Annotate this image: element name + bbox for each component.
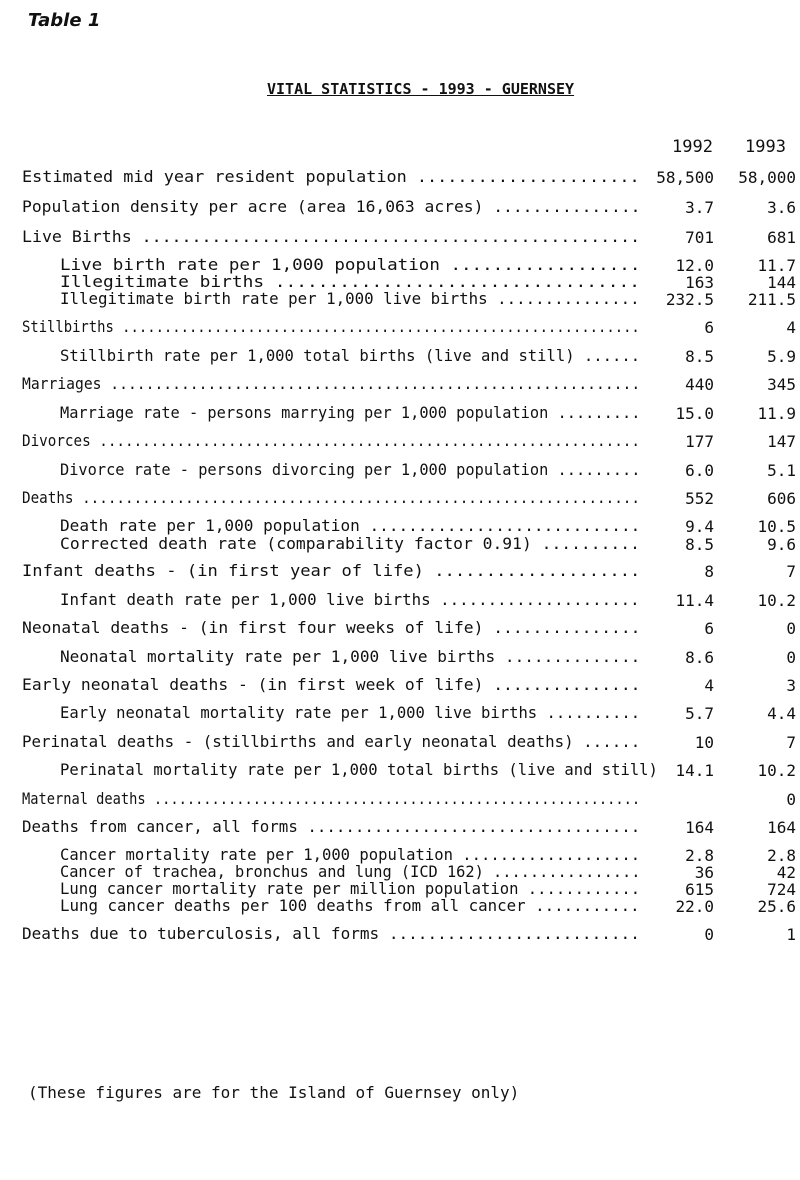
value-1993: 0: [786, 648, 796, 667]
value-1993: 144: [767, 273, 796, 292]
value-1993: 0: [786, 790, 796, 809]
row-label: Maternal deaths ...........................................................: [22, 790, 641, 808]
value-1993: 10.5: [757, 517, 796, 536]
value-1993: 10.2: [757, 761, 796, 780]
footnote: (These figures are for the Island of Guernsey only): [28, 1083, 520, 1102]
row-label: Marriage rate - persons marrying per 1,000 population .........: [60, 404, 641, 422]
row-label: Stillbirth rate per 1,000 total births (live and still) ......: [60, 347, 641, 365]
value-1993: 11.7: [757, 256, 796, 275]
table-row: [0, 404, 800, 426]
row-label: Stillbirths ..............................................................: [22, 318, 640, 336]
value-1992: 440: [685, 375, 714, 394]
row-label: Early neonatal deaths - (in first week of life) ...............: [22, 676, 641, 694]
value-1992: 8.5: [685, 347, 714, 366]
row-label: Divorce rate - persons divorcing per 1,000 population .........: [60, 461, 641, 479]
page-title: VITAL STATISTICS - 1993 - GUERNSEY: [267, 80, 575, 98]
value-1992: 8.6: [685, 648, 714, 667]
value-1992: 36: [694, 863, 714, 882]
value-1993: 7: [786, 562, 796, 581]
row-label: Deaths .................................................................: [22, 489, 640, 507]
value-1992: 3.7: [685, 198, 714, 217]
row-label: Infant deaths - (in first year of life) ....................: [22, 562, 641, 580]
table-row: [0, 168, 800, 190]
table-row: [0, 704, 800, 726]
row-label: Lung cancer mortality rate per million population ............: [60, 880, 641, 898]
value-1993: 3.6: [767, 198, 796, 217]
value-1993: 0: [786, 619, 796, 638]
table-row: [0, 591, 800, 613]
value-1992: 0: [704, 925, 714, 944]
value-1993: 164: [767, 818, 796, 837]
value-1992: 11.4: [675, 591, 714, 610]
row-label: Illegitimate births ..................................: [60, 273, 640, 291]
value-1992: 22.0: [675, 897, 714, 916]
year-header-1993: 1993: [745, 137, 786, 157]
table-row: [0, 432, 800, 454]
value-1992: 6: [704, 318, 714, 337]
value-1992: 10: [694, 733, 714, 752]
table-row: [0, 228, 800, 250]
value-1993: 211.5: [747, 290, 796, 309]
value-1993: 42: [776, 863, 796, 882]
table-row: [0, 619, 800, 641]
value-1993: 345: [767, 375, 796, 394]
value-1993: 9.6: [767, 535, 796, 554]
row-label: Perinatal mortality rate per 1,000 total births (live and still): [60, 761, 658, 779]
value-1992: 14.1: [675, 761, 714, 780]
table-row: [0, 461, 800, 483]
value-1992: 4: [704, 676, 714, 695]
value-1992: 6.0: [685, 461, 714, 480]
table-row: [0, 198, 800, 220]
table-row: [0, 761, 800, 783]
value-1993: 606: [767, 489, 796, 508]
value-1992: 58,500: [656, 168, 714, 187]
value-1993: 25.6: [757, 897, 796, 916]
value-1993: 1: [786, 925, 796, 944]
value-1992: 164: [685, 818, 714, 837]
row-label: Marriages ............................................................: [22, 375, 641, 393]
table-row: [0, 790, 800, 812]
value-1993: 4.4: [767, 704, 796, 723]
value-1993: 724: [767, 880, 796, 899]
table-row: [0, 562, 800, 584]
value-1993: 11.9: [757, 404, 796, 423]
value-1992: 8.5: [685, 535, 714, 554]
value-1992: 9.4: [685, 517, 714, 536]
row-label: Population density per acre (area 16,063 acres) ...............: [22, 198, 641, 216]
value-1993: 681: [767, 228, 796, 247]
row-label: Live Births ..................................................: [22, 228, 641, 246]
row-label: Divorces ...............................................................: [22, 432, 640, 450]
table-row: [0, 375, 800, 397]
table-row: [0, 535, 800, 557]
year-header-1992: 1992: [672, 137, 713, 157]
row-label: Neonatal mortality rate per 1,000 live births ..............: [60, 648, 641, 666]
row-label: Neonatal deaths - (in first four weeks of life) ...............: [22, 619, 641, 637]
value-1992: 232.5: [665, 290, 714, 309]
value-1993: 7: [786, 733, 796, 752]
table-row: [0, 818, 800, 840]
table-label: Table 1: [28, 10, 101, 31]
row-label: Lung cancer deaths per 100 deaths from all cancer ...........: [60, 897, 640, 915]
row-label: Death rate per 1,000 population ............................: [60, 517, 641, 535]
value-1992: 8: [704, 562, 714, 581]
value-1992: 6: [704, 619, 714, 638]
value-1993: 3: [786, 676, 796, 695]
value-1992: 12.0: [675, 256, 714, 275]
row-label: Estimated mid year resident population ......................: [22, 168, 640, 186]
table-row: [0, 733, 800, 755]
row-label: Perinatal deaths - (stillbirths and early neonatal deaths) ......: [22, 733, 641, 751]
row-label: Deaths due to tuberculosis, all forms ..........................: [22, 925, 640, 943]
row-label: Deaths from cancer, all forms ...................................: [22, 818, 641, 836]
row-label: Infant death rate per 1,000 live births .....................: [60, 591, 640, 609]
table-row: [0, 290, 800, 312]
value-1993: 5.9: [767, 347, 796, 366]
value-1992: 701: [685, 228, 714, 247]
value-1992: 5.7: [685, 704, 714, 723]
row-label: Cancer of trachea, bronchus and lung (ICD 162) ................: [60, 863, 641, 881]
value-1993: 2.8: [767, 846, 796, 865]
value-1992: 2.8: [685, 846, 714, 865]
row-label: Cancer mortality rate per 1,000 population ...................: [60, 846, 641, 864]
value-1993: 4: [786, 318, 796, 337]
value-1993: 5.1: [767, 461, 796, 480]
table-row: [0, 925, 800, 947]
table-row: [0, 347, 800, 369]
table-row: [0, 318, 800, 340]
value-1993: 58,000: [738, 168, 796, 187]
value-1992: 163: [685, 273, 714, 292]
value-1992: 15.0: [675, 404, 714, 423]
table-row: [0, 648, 800, 670]
row-label: Corrected death rate (comparability factor 0.91) ..........: [60, 535, 640, 553]
table-row: [0, 897, 800, 919]
row-label: Illegitimate birth rate per 1,000 live births ...............: [60, 290, 640, 308]
row-label: Early neonatal mortality rate per 1,000 live births ..........: [60, 704, 641, 722]
value-1992: 552: [685, 489, 714, 508]
row-label: Live birth rate per 1,000 population ..................: [60, 256, 641, 274]
value-1992: 615: [685, 880, 714, 899]
value-1993: 147: [767, 432, 796, 451]
table-row: [0, 676, 800, 698]
value-1993: 10.2: [757, 591, 796, 610]
value-1992: 177: [685, 432, 714, 451]
table-row: [0, 489, 800, 511]
